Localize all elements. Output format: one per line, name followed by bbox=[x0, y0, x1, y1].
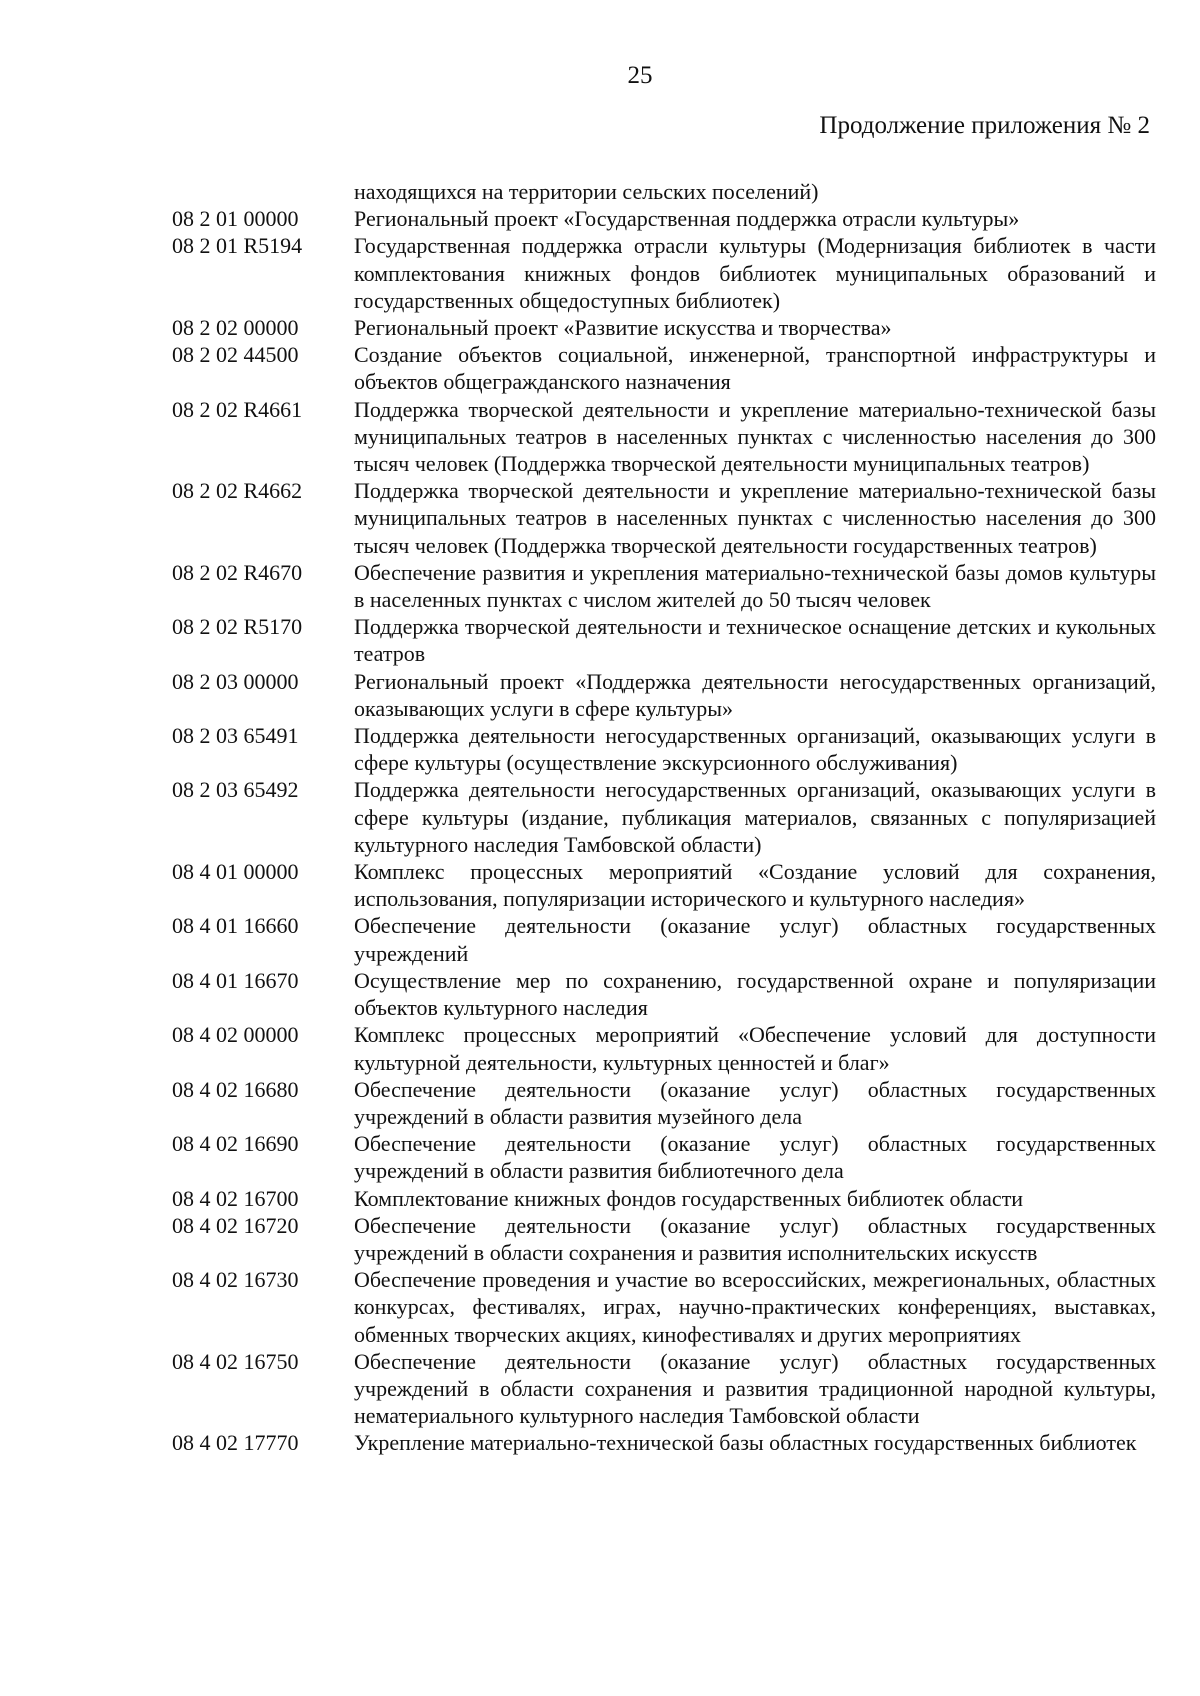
code-description: Укрепление материально-технической базы областных государственных библиотек bbox=[354, 1430, 1137, 1456]
code-description: Поддержка творческой деятельности и укрепление материально-технической базы муниципальных театров в населенных пунктах с численностью населения до 300 тысяч человек (Поддержка творческой деятельности государственных театров) bbox=[354, 478, 1156, 558]
table-row bbox=[172, 776, 1156, 858]
budget-code: 08 4 01 00000 bbox=[172, 859, 299, 885]
table-row bbox=[172, 1212, 1156, 1266]
table-row bbox=[172, 477, 1156, 559]
table-row bbox=[172, 205, 1156, 232]
budget-code: 08 2 01 00000 bbox=[172, 206, 299, 232]
code-description: Обеспечение деятельности (оказание услуг) областных государственных учреждений в области развития библиотечного дела bbox=[354, 1131, 1156, 1184]
budget-code: 08 4 02 16750 bbox=[172, 1348, 299, 1374]
budget-code: 08 4 02 16700 bbox=[172, 1185, 299, 1211]
code-description: Создание объектов социальной, инженерной, транспортной инфраструктуры и объектов общегражданского назначения bbox=[354, 342, 1156, 395]
table-row bbox=[172, 1076, 1156, 1130]
code-description: Осуществление мер по сохранению, государственной охране и популяризации объектов культурного наследия bbox=[354, 967, 1156, 1021]
code-description: Обеспечение деятельности (оказание услуг) областных государственных учреждений в области развития музейного дела bbox=[354, 1076, 1156, 1129]
code-description: Обеспечение развития и укрепления материально-технической базы домов культуры в населенных пунктах с числом жителей до 50 тысяч человек bbox=[354, 559, 1156, 613]
table-row bbox=[172, 1429, 1156, 1456]
budget-code: 08 2 02 44500 bbox=[172, 342, 299, 368]
budget-code: 08 4 02 16690 bbox=[172, 1131, 299, 1157]
table-row bbox=[172, 967, 1156, 1021]
code-description: Государственная поддержка отрасли культуры (Модернизация библиотек в части комплектования книжных фондов библиотек муниципальных образований и государственных общедоступных библиотек) bbox=[354, 233, 1156, 313]
table-row bbox=[172, 1348, 1156, 1430]
budget-code: 08 2 02 R4670 bbox=[172, 559, 303, 585]
code-description: Обеспечение деятельности (оказание услуг) областных государственных учреждений bbox=[354, 913, 1156, 966]
budget-code: 08 4 01 16660 bbox=[172, 913, 299, 939]
table-row bbox=[172, 668, 1156, 722]
code-description: Комплектование книжных фондов государственных библиотек области bbox=[354, 1185, 1024, 1211]
budget-code: 08 4 01 16670 bbox=[172, 967, 299, 993]
code-description: Поддержка творческой деятельности и техническое оснащение детских и кукольных театров bbox=[354, 614, 1156, 667]
code-description: Региональный проект «Поддержка деятельности негосударственных организаций, оказывающих услуги в сфере культуры» bbox=[354, 668, 1156, 721]
budget-code: 08 2 02 R5170 bbox=[172, 614, 303, 640]
code-description: Поддержка творческой деятельности и укрепление материально-технической базы муниципальных театров в населенных пунктах с численностью населения до 300 тысяч человек (Поддержка творческой деятельности муниципальных театров) bbox=[354, 396, 1156, 477]
code-description: Обеспечение деятельности (оказание услуг) областных государственных учреждений в области сохранения и развития традиционной народной культуры, нематериального культурного наследия Тамбовской области bbox=[354, 1348, 1156, 1429]
budget-code: 08 4 02 00000 bbox=[172, 1022, 299, 1048]
table-row bbox=[172, 722, 1156, 776]
budget-code: 08 2 03 65492 bbox=[172, 777, 299, 803]
budget-code: 08 4 02 17770 bbox=[172, 1430, 299, 1456]
table-row bbox=[172, 232, 1156, 314]
table-row bbox=[172, 858, 1156, 912]
budget-code-table bbox=[172, 178, 1156, 1457]
code-description: Комплекс процессных мероприятий «Создание условий для сохранения, использования, популяризации исторического и культурного наследия» bbox=[354, 859, 1156, 912]
table-row bbox=[172, 396, 1156, 478]
budget-code: 08 2 03 65491 bbox=[172, 723, 299, 749]
table-row bbox=[172, 314, 1156, 341]
table-row bbox=[172, 1185, 1156, 1212]
code-description: Комплекс процессных мероприятий «Обеспечение условий для доступности культурной деятельности, культурных ценностей и благ» bbox=[354, 1022, 1156, 1075]
code-description: Поддержка деятельности негосударственных организаций, оказывающих услуги в сфере культуры (издание, публикация материалов, связанных с популяризацией культурного наследия Тамбовской области) bbox=[354, 777, 1156, 857]
table-row bbox=[172, 613, 1156, 667]
table-row bbox=[172, 912, 1156, 966]
appendix-title: Продолжение приложения № 2 bbox=[819, 112, 1150, 139]
budget-code: 08 4 02 16680 bbox=[172, 1076, 299, 1102]
code-description: Региональный проект «Государственная поддержка отрасли культуры» bbox=[354, 206, 1020, 232]
table-row bbox=[172, 559, 1156, 613]
table-row bbox=[172, 1266, 1156, 1348]
continuation-text: находящихся на территории сельских поселений) bbox=[354, 179, 819, 204]
page-number: 25 bbox=[627, 62, 653, 89]
budget-code: 08 2 03 00000 bbox=[172, 668, 299, 694]
budget-code: 08 2 02 R4661 bbox=[172, 396, 303, 422]
budget-code: 08 2 01 R5194 bbox=[172, 233, 303, 259]
code-description: Обеспечение деятельности (оказание услуг) областных государственных учреждений в области сохранения и развития исполнительских искусств bbox=[354, 1212, 1156, 1265]
budget-code: 08 2 02 R4662 bbox=[172, 478, 303, 504]
code-description: Поддержка деятельности негосударственных организаций, оказывающих услуги в сфере культуры (осуществление экскурсионного обслуживания) bbox=[354, 723, 1156, 776]
table-row bbox=[172, 341, 1156, 395]
code-description: Обеспечение проведения и участие во всероссийских, межрегиональных, областных конкурсах, фестивалях, играх, научно-практических конференциях, выставках, обменных творческих акциях, кинофестивалях и других мероприятиях bbox=[354, 1267, 1156, 1347]
budget-code: 08 4 02 16720 bbox=[172, 1212, 299, 1238]
code-description: Региональный проект «Развитие искусства и творчества» bbox=[354, 315, 892, 341]
table-row bbox=[172, 1130, 1156, 1184]
continuation-row bbox=[172, 178, 1156, 205]
table-row bbox=[172, 1021, 1156, 1075]
budget-code: 08 2 02 00000 bbox=[172, 315, 299, 341]
budget-code: 08 4 02 16730 bbox=[172, 1267, 299, 1293]
